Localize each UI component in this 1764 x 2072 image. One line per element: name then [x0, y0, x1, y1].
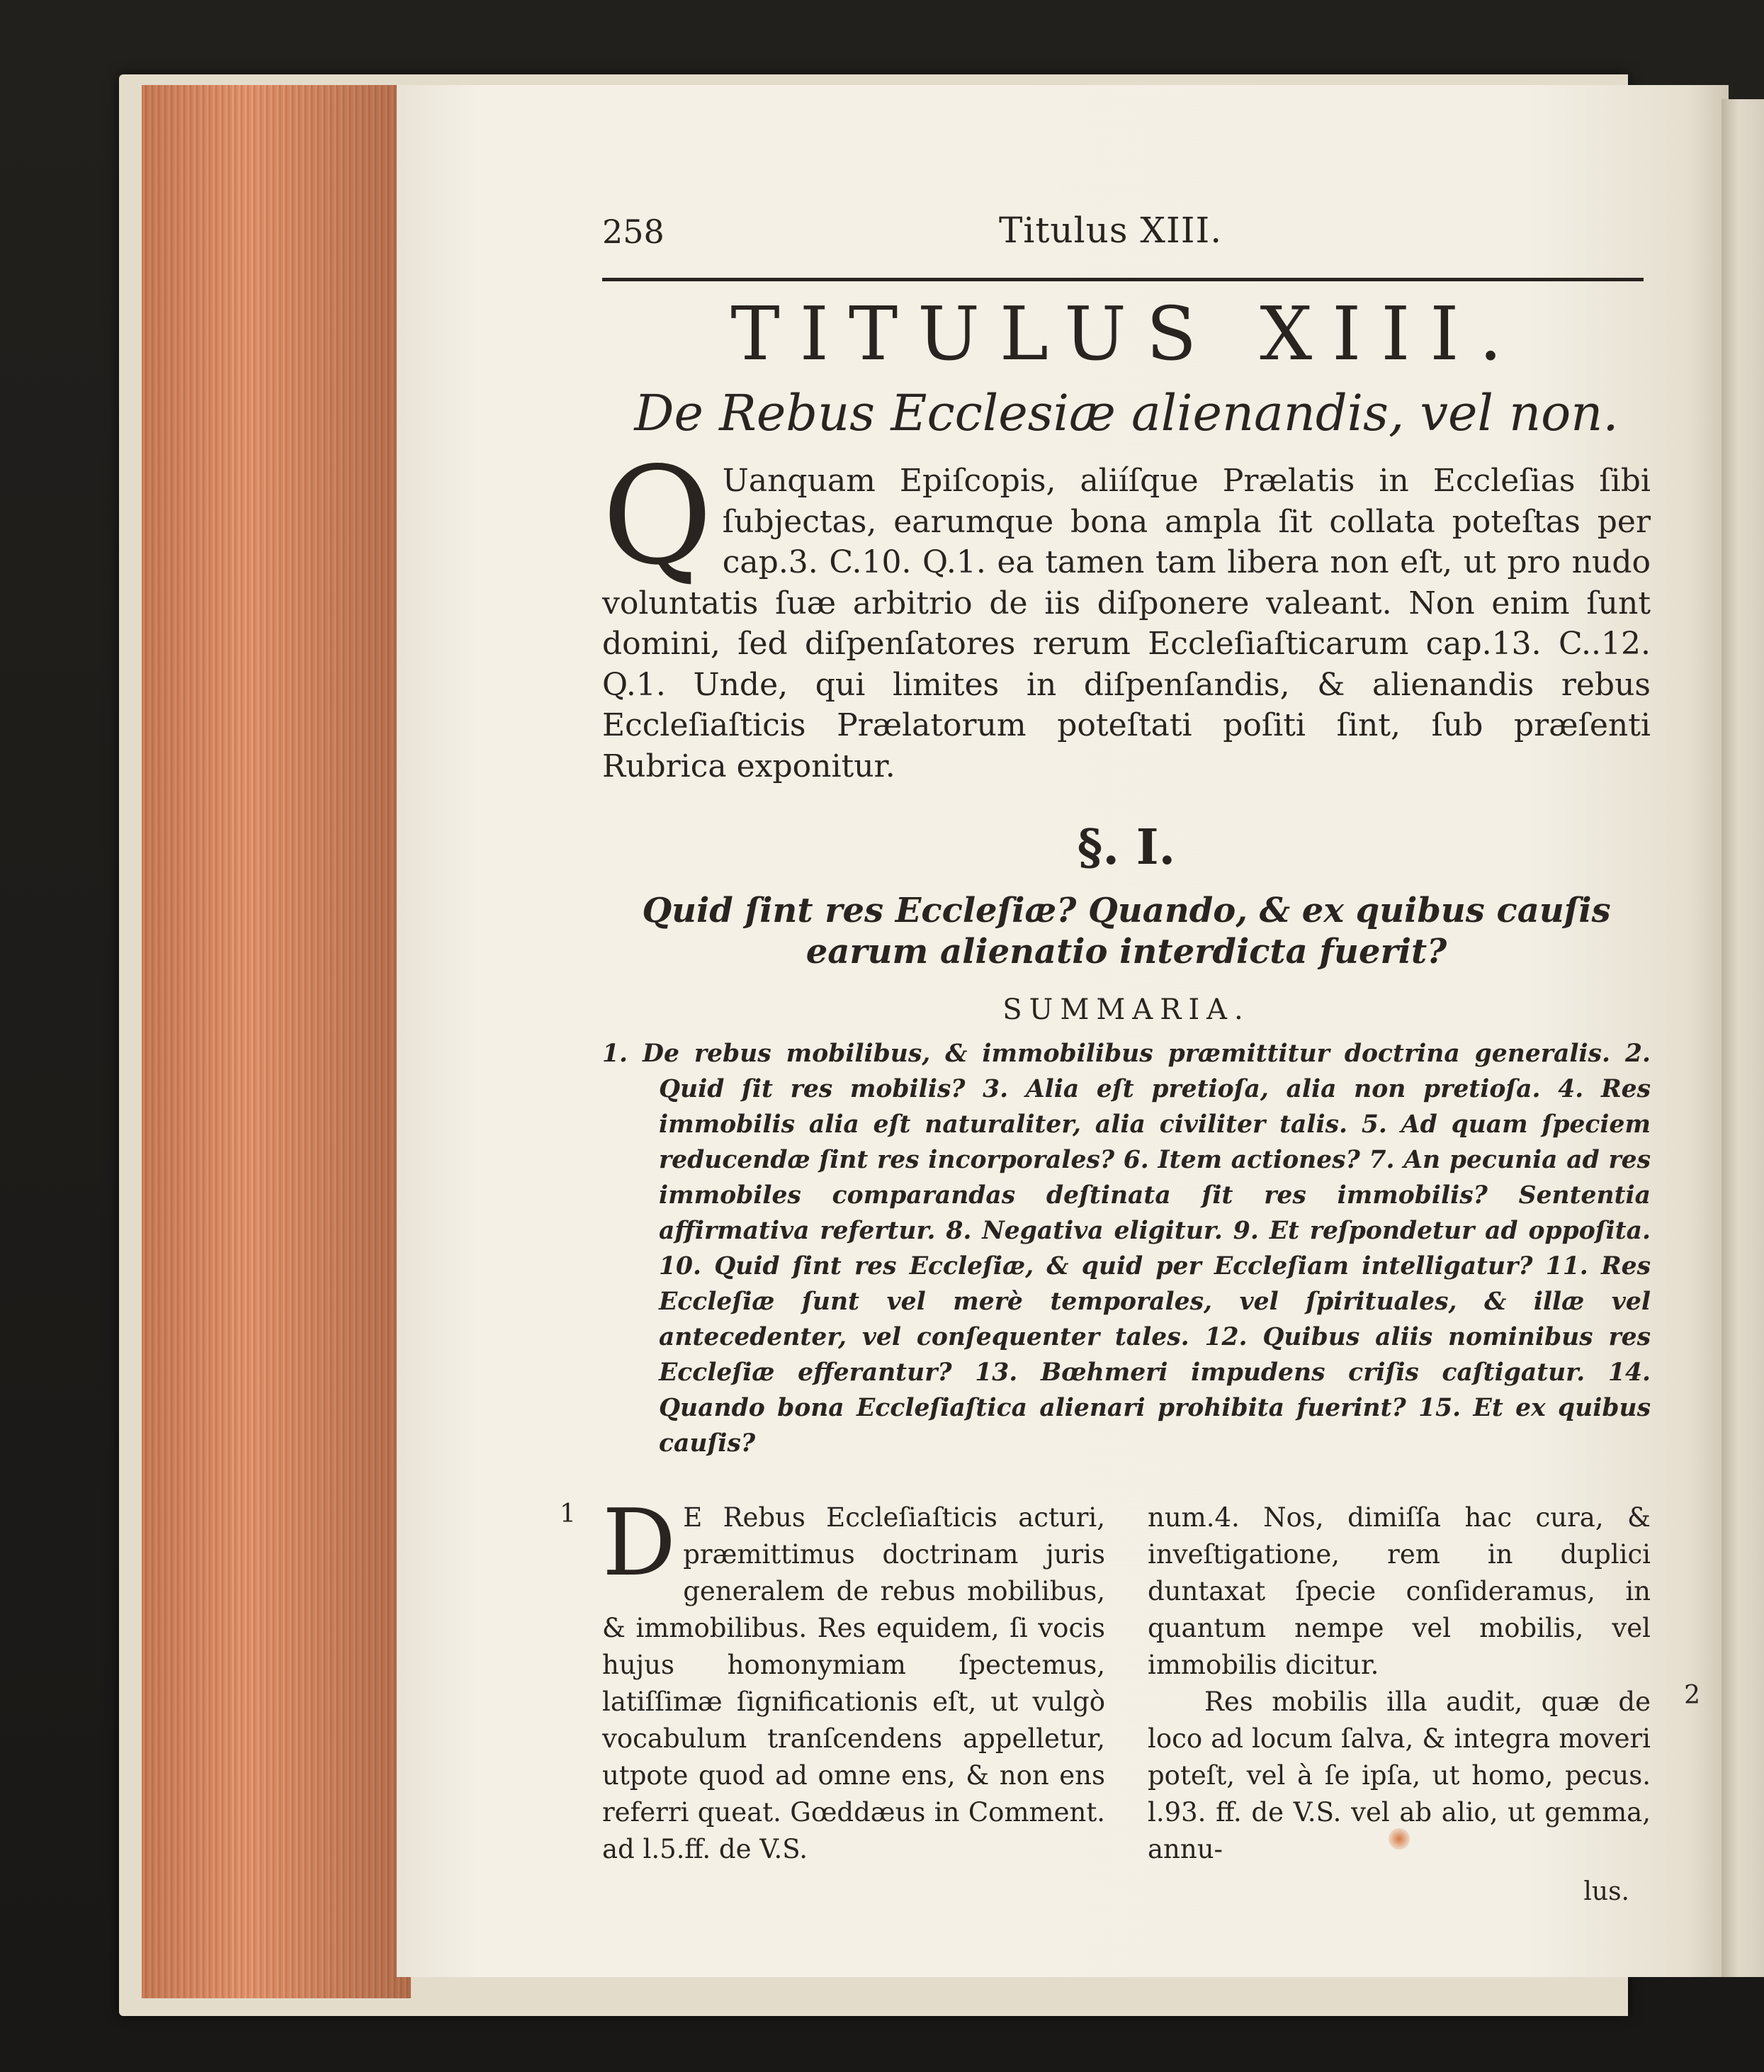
intro-dropcap: Q	[602, 438, 713, 595]
head-rule	[602, 278, 1644, 281]
page-content	[560, 205, 1700, 1906]
body-col1-text: E Rebus Eccleſiaſticis acturi, præmittimus doctrinam juris generalem de rebus mobilibus, & immobilibus. Res equidem, ſi vocis hujus homonymiam ſpectemus, latiſſimæ ſignificationis eſt, ut vulgò vocabulum tranſcendens appelletur, utpote quod ad omne ens, & non ens referri queat. Gœddæus in Comment. ad l.5.ff. de V.S.	[602, 1502, 1105, 1864]
section-mark: §. I.	[1077, 819, 1176, 876]
page-number: 258	[602, 213, 665, 251]
body-col2-para2: Res mobilis illa audit, quæ de loco ad locum ſalva, & integra moveri poteſt, vel à ſe ipſa, ut homo, pecus. l.93. ff. de V.S. vel ab alio, ut gemma, annu-	[1148, 1687, 1651, 1864]
running-head	[602, 205, 1651, 262]
page-edges-shade	[142, 85, 411, 1998]
body-column-right	[1148, 1499, 1651, 1868]
section-question: Quid ſint res Eccleſiæ? Quando, & ex quibus cauſis earum alienatio interdicta fuerit?	[642, 891, 1611, 972]
title-main: TITULUS XIII.	[730, 291, 1522, 377]
title-subtitle: De Rebus Ecclesiæ alienandis, vel non.	[634, 384, 1619, 442]
intro-text: Uanquam Epiſcopis, aliíſque Prælatis in Eccleſias ſibi ſubjectas, earumque bona ampla ſit collata poteſtas per cap.3. C.10. Q.1. ea tamen tam libera non eſt, ut pro nudo voluntatis ſuæ arbitrio de iis diſponere valeant. Non enim ſunt domini, ſed diſpenſatores rerum Eccleſiaſticarum cap.13. C..12. Q.1. Unde, qui limites in diſpenſandis, & alienandis rebus Eccleſiaſticis Prælatorum poteſtati poſiti ſint, ſub præſenti Rubrica exponitur.	[602, 463, 1651, 784]
facing-page-edge	[1721, 99, 1764, 1977]
body-column-left	[602, 1489, 1105, 1868]
running-title: Titulus XIII.	[999, 210, 1223, 251]
catchword: lus.	[1583, 1877, 1629, 1906]
intro-paragraph	[602, 438, 1651, 787]
margin-number-1: 1	[560, 1499, 576, 1528]
margin-number-2: 2	[1684, 1681, 1700, 1710]
summaria-text: 1. De rebus mobilibus, & immobilibus præmittitur doctrina generalis. 2. Quid ſit res mobilis? 3. Alia eſt pretioſa, alia non pretioſa. 4. Res immobilis alia eſt naturaliter, alia civiliter talis. 5. Ad quam ſpeciem reducendæ ſint res incorporales? 6. Item actiones? 7. An pecunia ad res immobiles comparandas deſtinata ſit res immobilis? Sententia affirmativa refertur. 8. Negativa eligitur. 9. Et reſpondetur ad oppoſita. 10. Quid ſint res Eccleſiæ, & quid per Eccleſiam intelligatur? 11. Res Eccleſiæ ſunt vel merè temporales, vel ſpirituales, & illæ vel antecedenter, vel conſequenter tales. 12. Quibus aliis nominibus res Eccleſiæ efferantur? 13. Bœhmeri impudens criſis caſtigatur. 14. Quando bona Eccleſiaſtica alienari prohibita fuerint? 15. Et ex quibus cauſis?	[602, 1040, 1651, 1458]
body-col2-para1: num.4. Nos, dimiſſa hac cura, & inveſtigatione, rem in duplici duntaxat ſpecie conſideramus, in quantum nempe vel mobilis, vel immobilis dicitur.	[1148, 1502, 1651, 1680]
body-dropcap: D	[602, 1489, 677, 1597]
summaria-heading: SUMMARIA.	[1002, 993, 1250, 1026]
body-columns	[560, 1489, 1700, 1906]
